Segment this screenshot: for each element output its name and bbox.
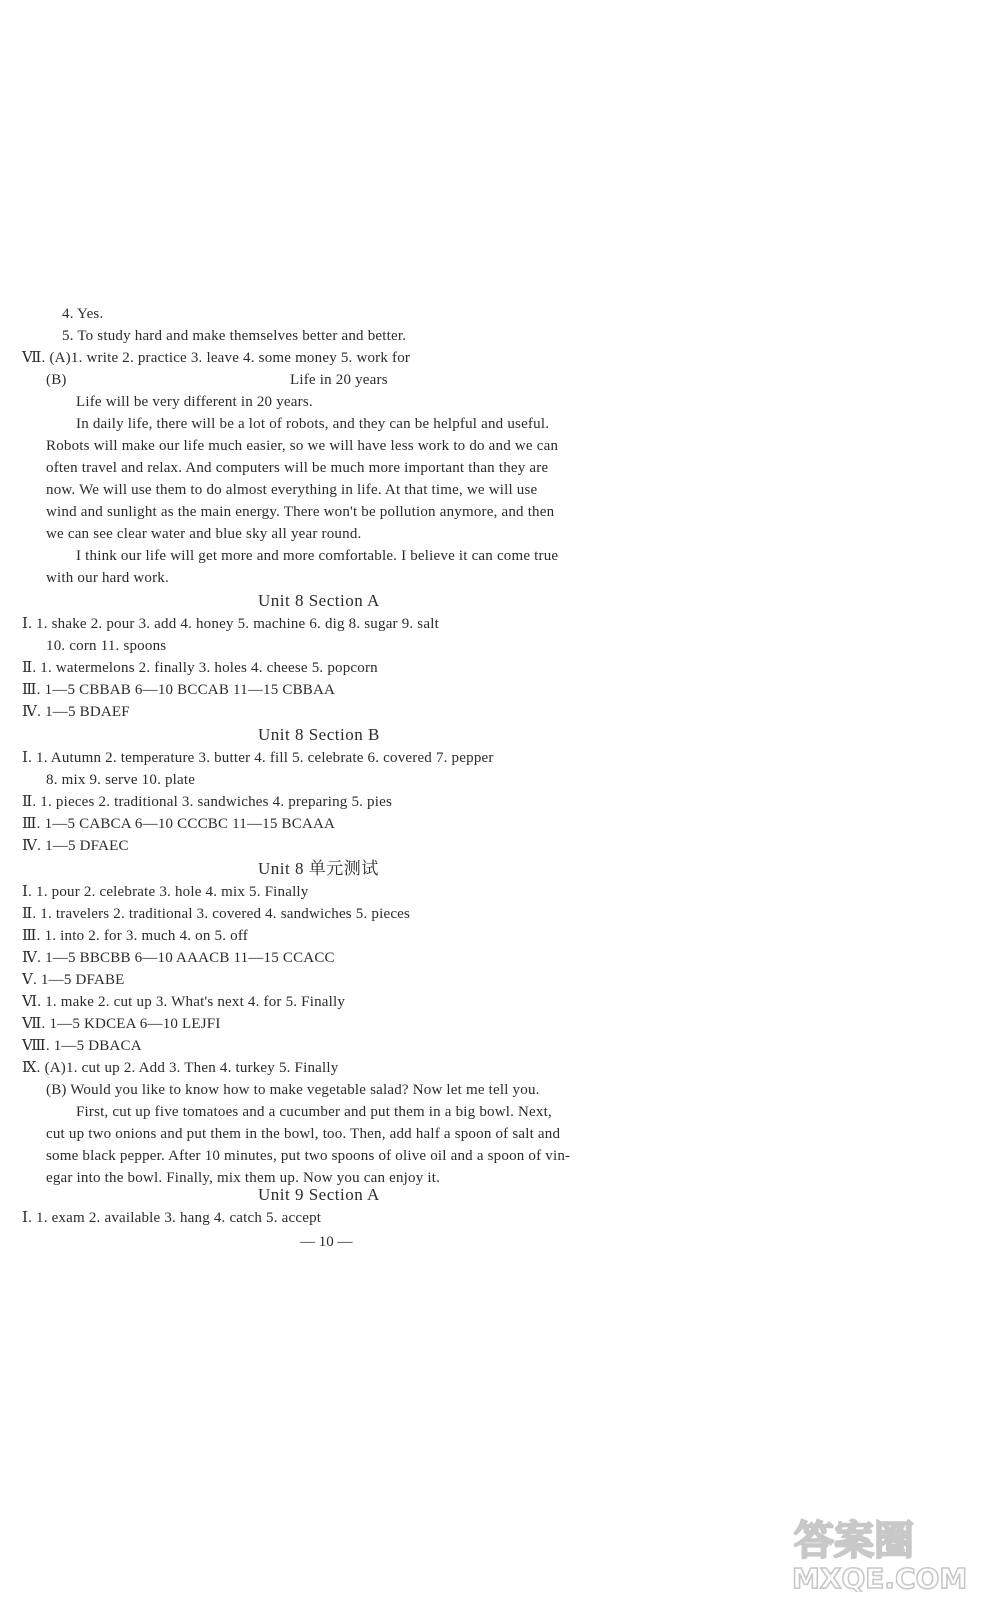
essay-line: with our hard work. — [46, 570, 169, 586]
answer-line: Ⅳ. 1—5 BBCBB 6—10 AAACB 11—15 CCACC — [22, 950, 335, 966]
answer-line: Ⅰ. 1. Autumn 2. temperature 3. butter 4. fill 5. celebrate 6. covered 7. pepper — [22, 750, 494, 766]
section-heading: Unit 8 单元测试 — [258, 859, 379, 878]
essay-title: Life in 20 years — [290, 372, 388, 388]
svg-text:MXQE.COM: MXQE.COM — [792, 1562, 968, 1592]
essay-line: some black pepper. After 10 minutes, put two spoons of olive oil and a spoon of vin- — [46, 1148, 571, 1164]
essay-line: cut up two onions and put them in the bowl, too. Then, add half a spoon of salt and — [46, 1126, 561, 1142]
answer-line: Ⅶ. (A)1. write 2. practice 3. leave 4. some money 5. work for — [22, 350, 411, 366]
essay-line: wind and sunlight as the main energy. There won't be pollution anymore, and then — [46, 504, 555, 520]
answer-line: Ⅲ. 1. into 2. for 3. much 4. on 5. off — [22, 928, 248, 944]
section-heading: Unit 9 Section A — [258, 1185, 380, 1204]
answer-line: Ⅰ. 1. pour 2. celebrate 3. hole 4. mix 5. Finally — [22, 884, 309, 900]
essay-line: egar into the bowl. Finally, mix them up. Now you can enjoy it. — [46, 1170, 441, 1186]
page-number: — 10 — — [300, 1234, 353, 1250]
essay-line: Life will be very different in 20 years. — [76, 394, 313, 410]
svg-text:答案圈: 答案圈 — [794, 1518, 914, 1564]
watermark-logo — [786, 1510, 976, 1592]
essay-line: often travel and relax. And computers will be much more important than they are — [46, 460, 549, 476]
essay-line: (B) Would you like to know how to make vegetable salad? Now let me tell you. — [46, 1082, 540, 1098]
section-heading: Unit 8 Section B — [258, 725, 380, 744]
answer-line: Ⅳ. 1—5 DFAEC — [22, 838, 129, 854]
answer-line: Ⅸ. (A)1. cut up 2. Add 3. Then 4. turkey 5. Finally — [22, 1060, 339, 1076]
answer-line: 5. To study hard and make themselves better and better. — [62, 328, 407, 344]
essay-line: now. We will use them to do almost everything in life. At that time, we will use — [46, 482, 538, 498]
answer-line: Ⅰ. 1. shake 2. pour 3. add 4. honey 5. machine 6. dig 8. sugar 9. salt — [22, 616, 439, 632]
essay-line: First, cut up five tomatoes and a cucumber and put them in a big bowl. Next, — [76, 1104, 552, 1120]
answer-line: 10. corn 11. spoons — [46, 638, 167, 654]
answer-line: Ⅷ. 1—5 DBACA — [22, 1038, 142, 1054]
answer-line: Ⅱ. 1. travelers 2. traditional 3. covered 4. sandwiches 5. pieces — [22, 906, 411, 922]
answer-line: Ⅶ. 1—5 KDCEA 6—10 LEJFI — [22, 1016, 221, 1032]
essay-line: I think our life will get more and more comfortable. I believe it can come true — [76, 548, 559, 564]
answer-line: Ⅲ. 1—5 CBBAB 6—10 BCCAB 11—15 CBBAA — [22, 682, 336, 698]
essay-line: we can see clear water and blue sky all year round. — [46, 526, 362, 542]
essay-line: In daily life, there will be a lot of robots, and they can be helpful and useful. — [76, 416, 550, 432]
answer-line: 4. Yes. — [62, 306, 104, 322]
answer-line: Ⅳ. 1—5 BDAEF — [22, 704, 130, 720]
answer-line: (B) — [46, 372, 67, 388]
essay-line: Robots will make our life much easier, so we will have less work to do and we can — [46, 438, 559, 454]
answer-line: Ⅲ. 1—5 CABCA 6—10 CCCBC 11—15 BCAAA — [22, 816, 336, 832]
watermark-icon — [786, 1510, 976, 1592]
section-heading: Unit 8 Section A — [258, 591, 380, 610]
answer-line: Ⅰ. 1. exam 2. available 3. hang 4. catch 5. accept — [22, 1210, 322, 1226]
answer-line: Ⅱ. 1. pieces 2. traditional 3. sandwiches 4. preparing 5. pies — [22, 794, 393, 810]
answer-line: Ⅱ. 1. watermelons 2. finally 3. holes 4. cheese 5. popcorn — [22, 660, 378, 676]
answer-line: Ⅴ. 1—5 DFABE — [22, 972, 125, 988]
answer-line: Ⅵ. 1. make 2. cut up 3. What's next 4. for 5. Finally — [22, 994, 346, 1010]
answer-line: 8. mix 9. serve 10. plate — [46, 772, 196, 788]
